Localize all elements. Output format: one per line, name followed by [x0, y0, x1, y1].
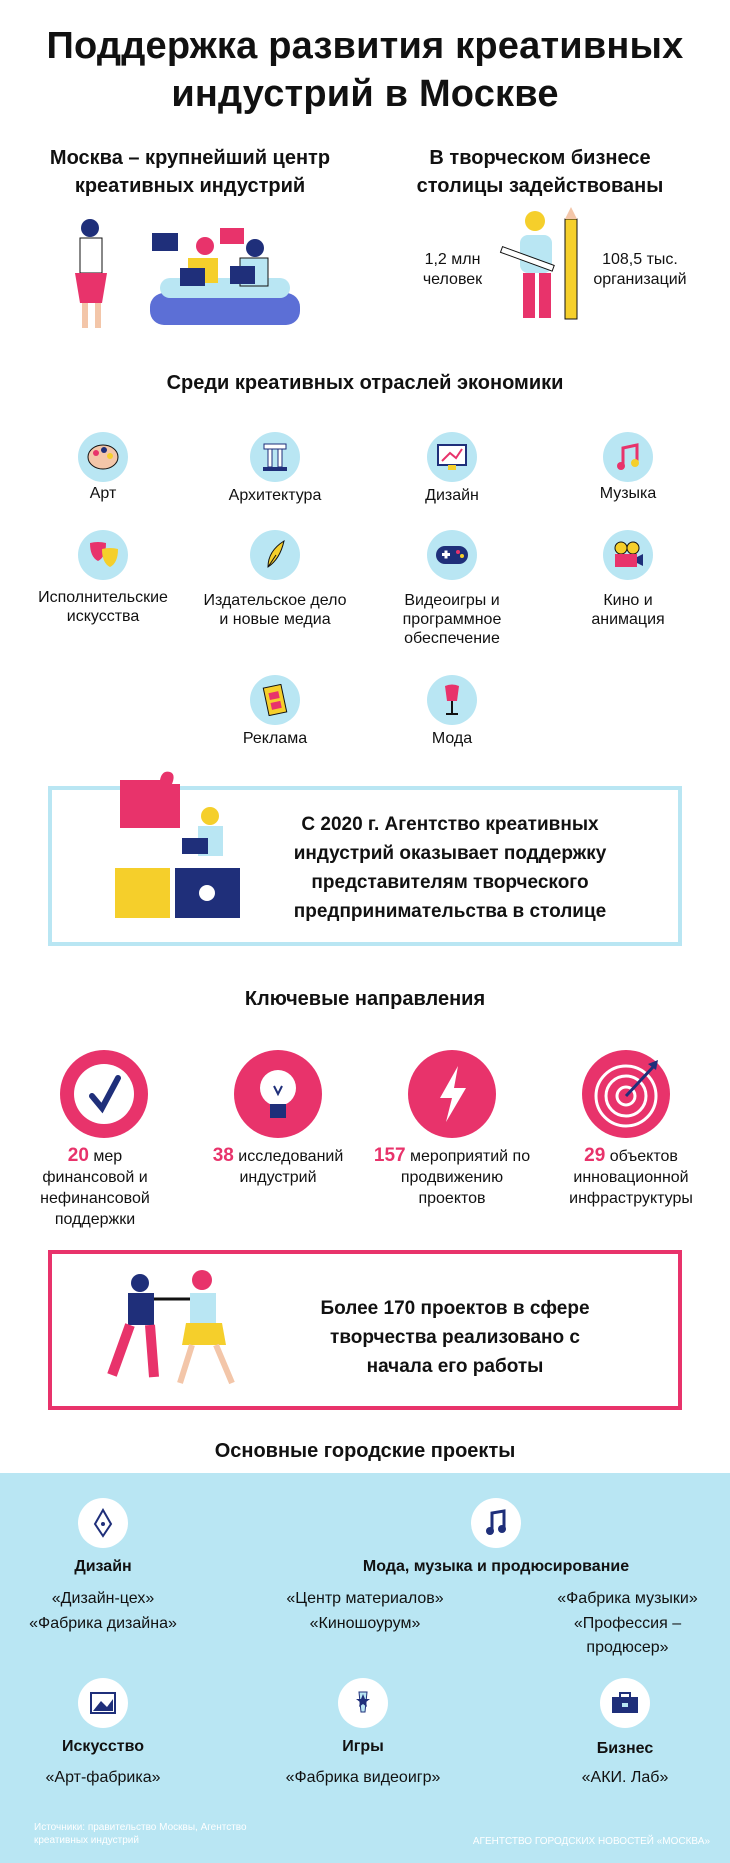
direction-text: объектов инновационной инфраструктуры [569, 1148, 693, 1207]
city-title: Основные городские проекты [214, 1440, 516, 1462]
lightbulb-icon [234, 1050, 322, 1138]
city-fashion-title: Мода, музыка и продюсирование [362, 1558, 630, 1575]
city-fashion-item: «Киношоурум» [309, 1615, 421, 1632]
pen-tool-icon [78, 1498, 128, 1548]
music-notes-icon [603, 432, 653, 482]
joystick-icon [338, 1678, 388, 1728]
direction-number: 20 [67, 1145, 89, 1166]
direction-item [556, 1145, 706, 1209]
film-strip-icon [250, 675, 300, 725]
direction-item [198, 1145, 358, 1188]
sector-label: Архитектура [228, 487, 322, 504]
music-note-icon [471, 1498, 521, 1548]
sectors-title: Среди креативных отраслей экономики [166, 372, 564, 394]
sector-label: Дизайн [425, 487, 479, 504]
direction-text: мероприятий по продвижению проектов [400, 1148, 531, 1207]
column-icon [250, 432, 300, 482]
checkmark-icon [60, 1050, 148, 1138]
sector-label: Видеоигры и программное обеспечение [402, 592, 502, 647]
palette-icon [78, 432, 128, 482]
sector-label: Кино и анимация [591, 592, 665, 628]
film-camera-icon [603, 530, 653, 580]
direction-number: 38 [212, 1145, 234, 1166]
direction-item [372, 1145, 532, 1209]
sources-footnote: Источники: правительство Москвы, Агентство креативных индустрий [34, 1822, 247, 1846]
gamepad-icon [427, 530, 477, 580]
sector-label: Мода [431, 730, 473, 747]
city-art-item: «Арт-фабрика» [45, 1769, 161, 1786]
city-design-title: Дизайн [74, 1558, 132, 1575]
city-business-item: «АКИ. Лаб» [581, 1769, 669, 1786]
direction-number: 29 [584, 1145, 606, 1166]
quill-icon [250, 530, 300, 580]
stat-people: 1,2 млн человек [422, 251, 483, 288]
mannequin-icon [427, 675, 477, 725]
projects-text: Более 170 проектов в сфере творчества реализовано с начала его работы [320, 1298, 590, 1377]
puzzle-illustration [110, 768, 250, 918]
sector-label: Реклама [242, 730, 308, 747]
sector-label: Арт [89, 485, 117, 502]
stat-orgs: 108,5 тыс. организаций [593, 251, 687, 288]
page-title: Поддержка развития креативных индустрий в Москве [46, 25, 684, 115]
city-games-title: Игры [342, 1738, 384, 1755]
dancing-people-illustration [92, 1265, 252, 1400]
left-heading: Москва – крупнейший центр креативных индустрий [49, 147, 331, 197]
city-business-title: Бизнес [596, 1740, 654, 1757]
picture-icon [78, 1678, 128, 1728]
direction-number: 157 [373, 1145, 406, 1166]
people-illustration [60, 208, 310, 333]
direction-text: исследований индустрий [238, 1148, 344, 1186]
city-art-title: Искусство [62, 1738, 144, 1755]
briefcase-icon [600, 1678, 650, 1728]
direction-text: мер финансовой и нефинансовой поддержки [40, 1148, 150, 1228]
right-heading: В творческом бизнесе столицы задействованы [416, 147, 664, 197]
design-board-icon [427, 432, 477, 482]
city-fashion-item: «Профессия – продюсер» [573, 1615, 682, 1656]
woman-pencil-illustration [495, 205, 590, 330]
lightning-icon [408, 1050, 496, 1138]
city-fashion-item: «Центр материалов» [286, 1590, 444, 1607]
direction-item [20, 1145, 170, 1230]
directions-title: Ключевые направления [244, 988, 486, 1010]
city-design-item: «Фабрика дизайна» [29, 1615, 177, 1632]
city-fashion-item: «Фабрика музыки» [557, 1590, 698, 1607]
city-design-item: «Дизайн-цех» [51, 1590, 155, 1607]
target-icon [582, 1050, 670, 1138]
theatre-masks-icon [78, 530, 128, 580]
agency-text: С 2020 г. Агентство креативных индустрий оказывает поддержку представителям творческого предпринимательства в столице [293, 814, 607, 922]
sector-label: Исполнительские искусства [38, 589, 168, 625]
sector-label: Музыка [599, 485, 657, 502]
sector-label: Издательское дело и новые медиа [203, 592, 347, 628]
city-games-item: «Фабрика видеоигр» [285, 1769, 441, 1786]
agency-credit: АГЕНТСТВО ГОРОДСКИХ НОВОСТЕЙ «МОСКВА» [472, 1836, 710, 1847]
